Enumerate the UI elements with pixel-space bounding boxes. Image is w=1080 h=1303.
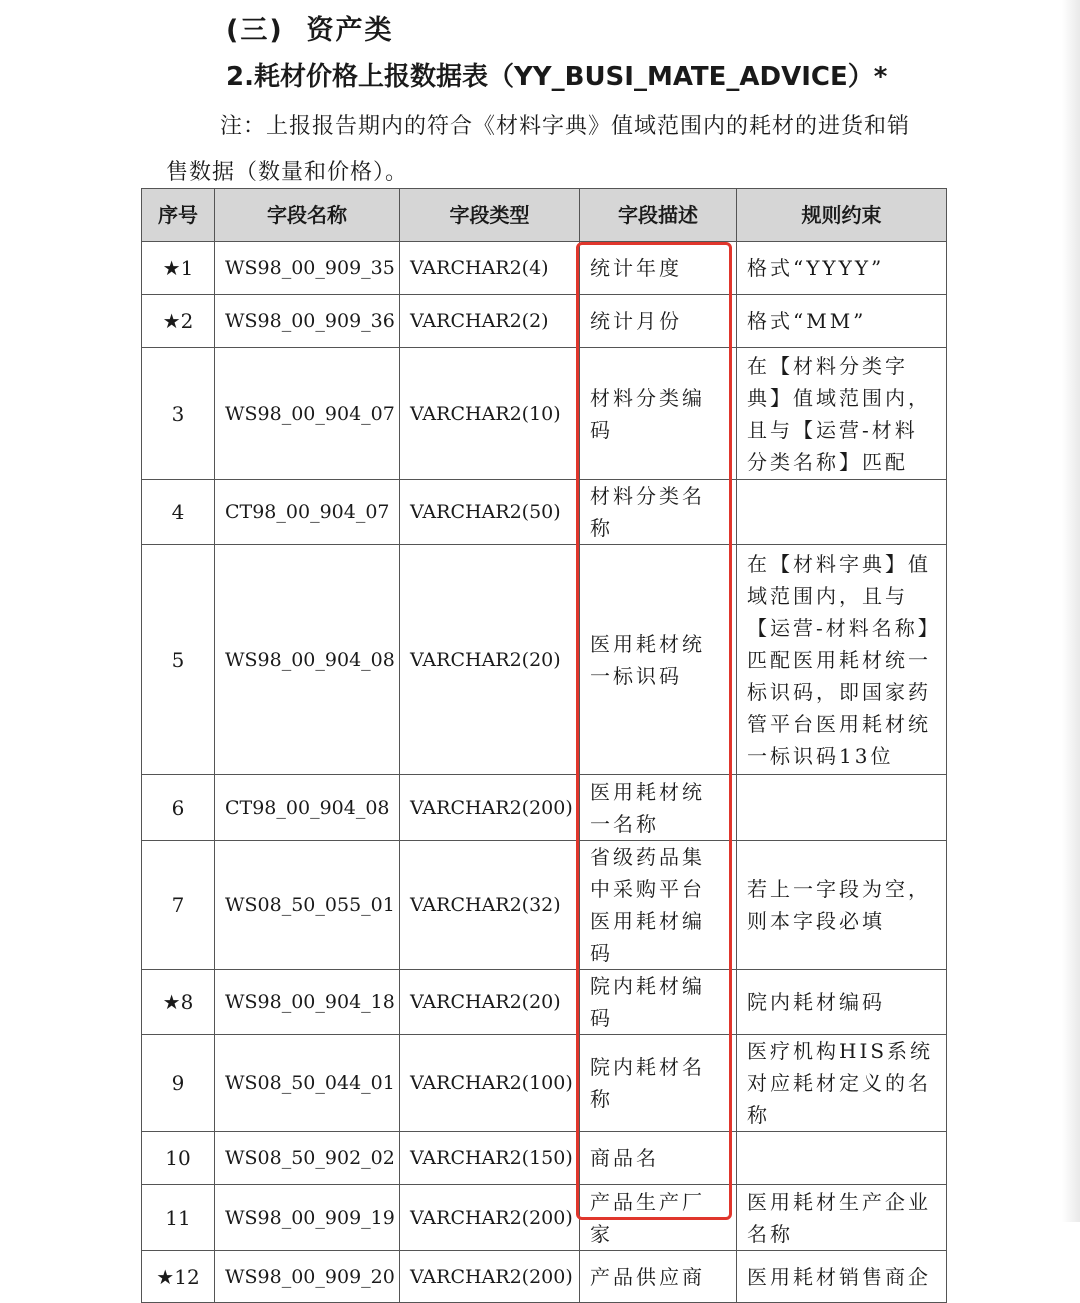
- cell-field-name: WS08_50_055_01: [215, 841, 400, 970]
- cell-seq: ★12: [142, 1251, 215, 1303]
- cell-field-name: WS98_00_909_35: [215, 242, 400, 295]
- cell-seq: 11: [142, 1185, 215, 1251]
- cell-rule: [737, 480, 947, 545]
- cell-field-name: WS98_00_904_07: [215, 348, 400, 480]
- cell-field-name: CT98_00_904_07: [215, 480, 400, 545]
- table-row: [142, 480, 947, 545]
- cell-field-name: WS98_00_904_18: [215, 970, 400, 1035]
- cell-field-type: VARCHAR2(200): [400, 1251, 580, 1303]
- table-row: [142, 1251, 947, 1303]
- table-header-row: [142, 189, 947, 242]
- cell-rule: 医用耗材销售商企: [737, 1251, 947, 1303]
- header-field-name: 字段名称: [215, 189, 400, 242]
- cell-rule: 医疗机构HIS系统对应耗材定义的名称: [737, 1035, 947, 1132]
- cell-field-type: VARCHAR2(10): [400, 348, 580, 480]
- cell-seq: 3: [142, 348, 215, 480]
- cell-field-type: VARCHAR2(32): [400, 841, 580, 970]
- cell-field-name: WS98_00_909_19: [215, 1185, 400, 1251]
- cell-field-type: VARCHAR2(50): [400, 480, 580, 545]
- table-row: [142, 775, 947, 841]
- cell-rule: 在【材料分类字典】值域范围内，且与【运营-材料分类名称】匹配: [737, 348, 947, 480]
- table-row: [142, 295, 947, 348]
- cell-field-desc: 材料分类名称: [580, 480, 737, 545]
- cell-field-name: WS08_50_902_02: [215, 1132, 400, 1185]
- cell-rule: [737, 775, 947, 841]
- cell-field-type: VARCHAR2(4): [400, 242, 580, 295]
- cell-rule: 格式“MM”: [737, 295, 947, 348]
- cell-rule: [737, 1132, 947, 1185]
- cell-seq: 7: [142, 841, 215, 970]
- page-edge-shadow: [1062, 0, 1080, 1222]
- cell-field-desc: 统计月份: [580, 295, 737, 348]
- table-row: [142, 1035, 947, 1132]
- header-field-desc: 字段描述: [580, 189, 737, 242]
- section-title: (三) 资产类: [226, 15, 394, 46]
- cell-field-name: WS98_00_904_08: [215, 545, 400, 775]
- cell-field-desc: 材料分类编码: [580, 348, 737, 480]
- cell-field-name: WS98_00_909_20: [215, 1251, 400, 1303]
- cell-field-desc: 院内耗材名称: [580, 1035, 737, 1132]
- cell-field-desc: 省级药品集中采购平台医用耗材编码: [580, 841, 737, 970]
- table-row: [142, 1185, 947, 1251]
- cell-rule: 若上一字段为空，则本字段必填: [737, 841, 947, 970]
- table-row: [142, 1132, 947, 1185]
- table-row: [142, 970, 947, 1035]
- header-rule: 规则约束: [737, 189, 947, 242]
- cell-field-type: VARCHAR2(20): [400, 970, 580, 1035]
- cell-field-type: VARCHAR2(200): [400, 775, 580, 841]
- header-field-type: 字段类型: [400, 189, 580, 242]
- cell-field-type: VARCHAR2(200): [400, 1185, 580, 1251]
- cell-rule: 格式“YYYY”: [737, 242, 947, 295]
- table-note: 注：上报报告期内的符合《材料字典》值域范围内的耗材的进货和销售数据（数量和价格）。: [166, 114, 911, 185]
- table-title: 2.耗材价格上报数据表（YY_BUSI_MATE_ADVICE）*: [226, 62, 888, 92]
- cell-field-type: VARCHAR2(150): [400, 1132, 580, 1185]
- cell-field-type: VARCHAR2(20): [400, 545, 580, 775]
- cell-seq: ★1: [142, 242, 215, 295]
- table-row: [142, 348, 947, 480]
- cell-field-desc: 商品名: [580, 1132, 737, 1185]
- cell-field-name: WS08_50_044_01: [215, 1035, 400, 1132]
- cell-field-desc: 产品供应商: [580, 1251, 737, 1303]
- cell-seq: 10: [142, 1132, 215, 1185]
- cell-field-type: VARCHAR2(100): [400, 1035, 580, 1132]
- table-row: [142, 242, 947, 295]
- cell-seq: ★2: [142, 295, 215, 348]
- cell-seq: 9: [142, 1035, 215, 1132]
- cell-seq: 6: [142, 775, 215, 841]
- cell-rule: 院内耗材编码: [737, 970, 947, 1035]
- cell-field-desc: 医用耗材统一名称: [580, 775, 737, 841]
- cell-seq: 4: [142, 480, 215, 545]
- cell-rule: 在【材料字典】值域范围内，且与【运营-材料名称】匹配医用耗材统一标识码，即国家药管平台医用耗材统一标识码13位: [737, 545, 947, 775]
- cell-field-desc: 院内耗材编码: [580, 970, 737, 1035]
- cell-field-name: CT98_00_904_08: [215, 775, 400, 841]
- cell-seq: ★8: [142, 970, 215, 1035]
- cell-field-desc: 医用耗材统一标识码: [580, 545, 737, 775]
- cell-field-type: VARCHAR2(2): [400, 295, 580, 348]
- cell-seq: 5: [142, 545, 215, 775]
- cell-field-name: WS98_00_909_36: [215, 295, 400, 348]
- cell-rule: 医用耗材生产企业名称: [737, 1185, 947, 1251]
- table-row: [142, 545, 947, 775]
- cell-field-desc: 统计年度: [580, 242, 737, 295]
- header-seq: 序号: [142, 189, 215, 242]
- field-table: [141, 188, 947, 1303]
- cell-field-desc: 产品生产厂家: [580, 1185, 737, 1251]
- table-row: [142, 841, 947, 970]
